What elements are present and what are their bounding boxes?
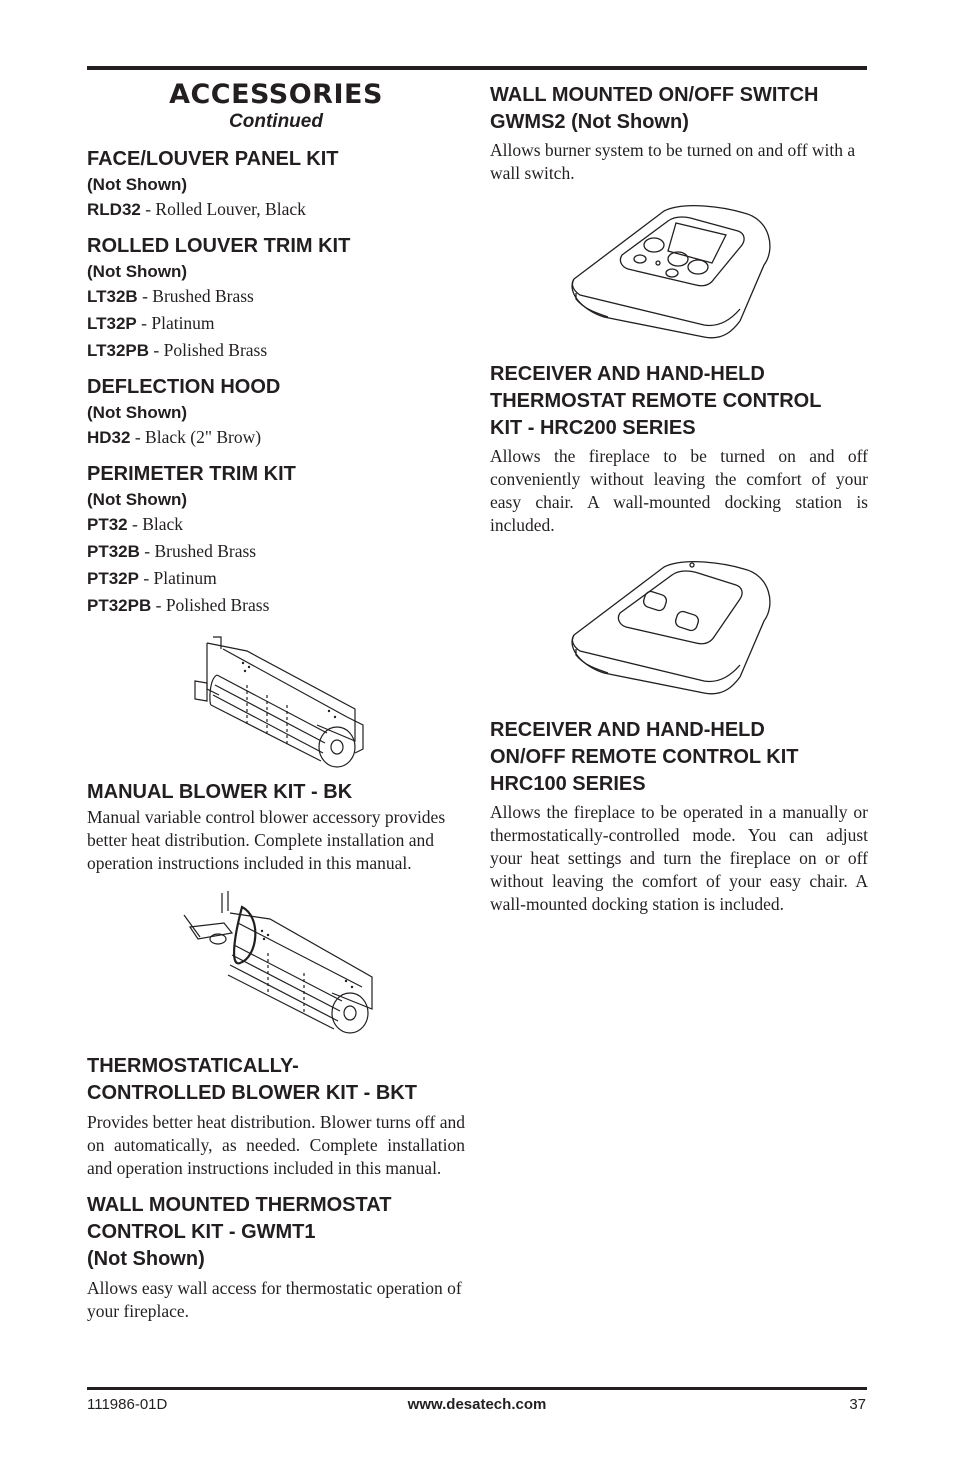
kit-desc: - Platinum	[136, 313, 215, 333]
section-body: Allows the fireplace to be turned on and off conveniently without leaving the comfort of your easy chair. A wall-mounted docking station is included.	[490, 446, 868, 535]
section-wall-switch	[490, 82, 868, 185]
section-heading: ROLLED LOUVER TRIM KIT	[87, 235, 351, 257]
section-deflection-hood	[87, 374, 465, 451]
blower-illustration	[187, 629, 367, 769]
kit-item	[87, 310, 465, 337]
section-heading-line3: HRC100 SERIES	[490, 773, 646, 795]
page-title: ACCESSORIES	[169, 79, 383, 110]
section-manual-blower	[87, 779, 465, 875]
kit-item	[87, 283, 465, 310]
section-heading-line2: THERMOSTAT REMOTE CONTROL	[490, 390, 822, 412]
section-heading: DEFLECTION HOOD	[87, 376, 281, 398]
kit-desc: - Polished Brass	[149, 340, 268, 360]
section-face-louver	[87, 146, 465, 223]
website-link[interactable]: www.desatech.com	[407, 1396, 547, 1413]
kit-code: PT32	[87, 515, 128, 534]
kit-item	[87, 196, 465, 223]
kit-code: PT32B	[87, 542, 140, 561]
top-rule	[87, 66, 867, 70]
section-heading-line3: KIT - HRC200 SERIES	[490, 417, 696, 439]
onoff-remote-illustration	[564, 555, 784, 695]
section-thermo-blower	[87, 1053, 465, 1180]
section-heading: FACE/LOUVER PANEL KIT	[87, 148, 339, 170]
kit-code: LT32B	[87, 287, 138, 306]
not-shown-note: (Not Shown)	[87, 490, 188, 509]
section-heading-line1: RECEIVER AND HAND-HELD	[490, 719, 765, 741]
document-number: 111986-01D	[87, 1396, 168, 1413]
kit-item	[87, 565, 465, 592]
kit-item	[87, 424, 465, 451]
kit-code: PT32P	[87, 569, 139, 588]
section-heading-line1: RECEIVER AND HAND-HELD	[490, 363, 765, 385]
bottom-rule	[87, 1387, 867, 1390]
section-heading-line2: CONTROL KIT - GWMT1	[87, 1221, 316, 1243]
section-heading-line1: WALL MOUNTED ON/OFF SWITCH	[490, 84, 819, 106]
kit-desc: - Brushed Brass	[139, 541, 257, 561]
kit-desc: - Black (2" Brow)	[130, 427, 262, 447]
kit-code: HD32	[87, 428, 131, 447]
right-column	[490, 82, 868, 930]
section-heading: PERIMETER TRIM KIT	[87, 463, 296, 485]
section-heading-line3: (Not Shown)	[87, 1248, 205, 1270]
page-title-block	[87, 80, 465, 134]
page-subtitle: Continued	[229, 111, 323, 132]
thermostat-remote-illustration	[564, 199, 784, 339]
section-body: Provides better heat distribution. Blower turns off and on automatically, as needed. Complete installation and operation instructions included in this manual.	[87, 1112, 465, 1178]
section-perimeter-trim	[87, 461, 465, 619]
kit-code: PT32PB	[87, 596, 152, 615]
left-column	[87, 80, 465, 1337]
section-hrc100	[490, 717, 868, 916]
section-body: Allows the fireplace to be operated in a manually or thermostatically-controlled mode. You can adjust your heat settings and turn the fireplace on or off without leaving the comfort of your easy chair. A wall-mounted docking station is included.	[490, 802, 868, 914]
section-body: Manual variable control blower accessory provides better heat distribution. Complete installation and operation instructions included in this manual.	[87, 807, 446, 873]
kit-desc: - Polished Brass	[151, 595, 270, 615]
kit-item	[87, 538, 465, 565]
thermostatic-blower-illustration	[182, 887, 382, 1037]
kit-desc: - Rolled Louver, Black	[140, 199, 306, 219]
kit-desc: - Black	[127, 514, 184, 534]
kit-code: LT32P	[87, 314, 137, 333]
kit-code: RLD32	[87, 200, 141, 219]
section-body: Allows burner system to be turned on and off with a wall switch.	[490, 140, 856, 183]
page-number: 37	[849, 1396, 866, 1413]
not-shown-note: (Not Shown)	[87, 262, 188, 281]
section-body: Allows easy wall access for thermostatic operation of your fireplace.	[87, 1278, 462, 1321]
section-rolled-louver	[87, 233, 465, 364]
not-shown-note: (Not Shown)	[87, 403, 188, 422]
not-shown-note: (Not Shown)	[87, 175, 188, 194]
section-wall-thermostat	[87, 1192, 465, 1323]
section-heading-line2: ON/OFF REMOTE CONTROL KIT	[490, 746, 799, 768]
section-heading-line2: CONTROLLED BLOWER KIT - BKT	[87, 1082, 417, 1104]
kit-desc: - Brushed Brass	[137, 286, 254, 306]
section-hrc200	[490, 361, 868, 537]
kit-code: LT32PB	[87, 341, 150, 360]
kit-item	[87, 592, 465, 619]
kit-desc: - Platinum	[138, 568, 217, 588]
section-heading: MANUAL BLOWER KIT - BK	[87, 781, 353, 803]
section-heading-line1: WALL MOUNTED THERMOSTAT	[87, 1194, 392, 1216]
section-heading-line1: THERMOSTATICALLY-	[87, 1055, 299, 1077]
kit-item	[87, 337, 465, 364]
kit-item	[87, 511, 465, 538]
section-heading-line2: GWMS2 (Not Shown)	[490, 111, 689, 133]
